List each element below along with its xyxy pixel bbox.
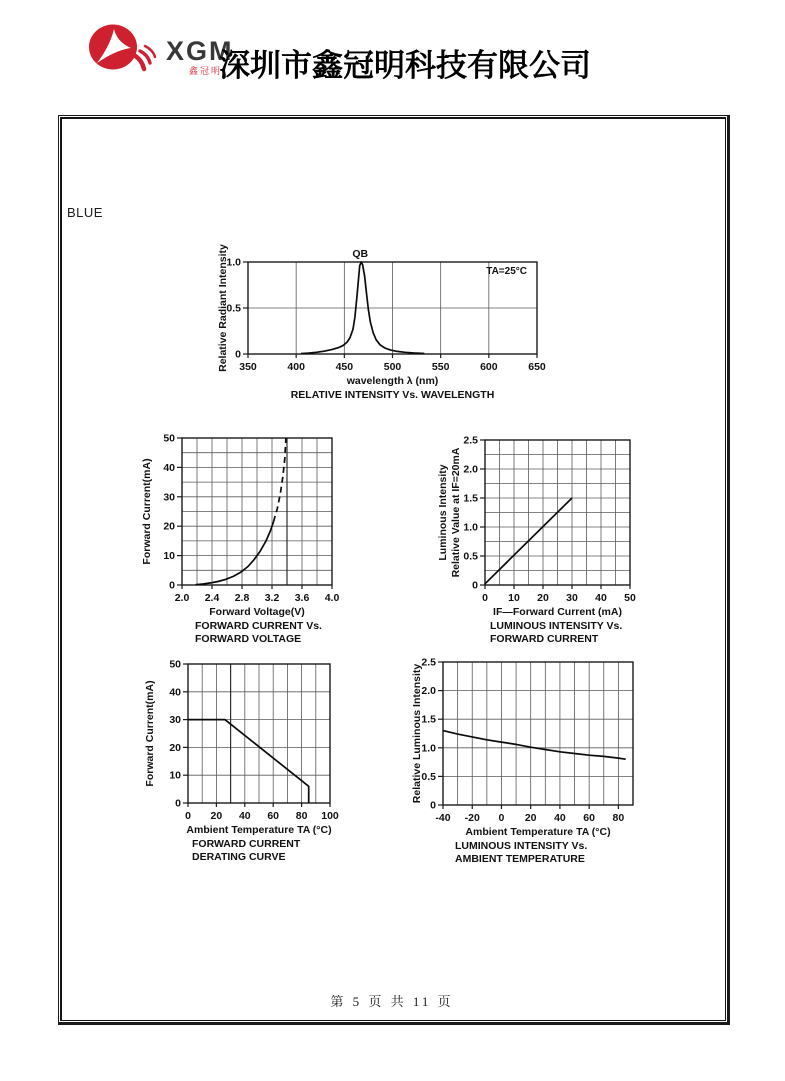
chart-title: FORWARD CURRENT [192, 838, 301, 850]
svg-text:100: 100 [321, 810, 339, 822]
y-axis-label: Luminous Intensity [437, 464, 449, 561]
svg-text:2.5: 2.5 [463, 434, 478, 447]
svg-text:0.5: 0.5 [463, 550, 478, 563]
svg-text:350: 350 [239, 361, 257, 373]
luminous-intensity-vs-forward-current-svg [420, 408, 706, 660]
iv-curve-solid-curve [196, 522, 274, 585]
chart-title: RELATIVE INTENSITY Vs. WAVELENGTH [290, 389, 495, 401]
svg-text:50: 50 [624, 592, 636, 604]
chart-title: DERATING CURVE [192, 851, 286, 863]
svg-text:40: 40 [595, 592, 607, 604]
svg-text:1.0: 1.0 [226, 256, 241, 269]
svg-text:-40: -40 [435, 812, 451, 824]
chart-title: FORWARD CURRENT Vs. [195, 620, 322, 632]
svg-text:2.0: 2.0 [463, 463, 478, 476]
x-axis-label: IF—Forward Current (mA) [493, 606, 622, 618]
derating-curve [188, 720, 309, 803]
svg-text:2.8: 2.8 [234, 592, 250, 604]
chart-title: LUMINOUS INTENSITY Vs. [455, 840, 588, 852]
svg-text:500: 500 [383, 361, 402, 373]
svg-text:60: 60 [583, 812, 595, 824]
logo-text: XGM [166, 36, 234, 66]
svg-text:20: 20 [210, 810, 223, 822]
svg-text:20: 20 [537, 592, 549, 604]
chart-forward-current-vs-forward-voltage [135, 408, 407, 659]
iv-curve-dashed-curve [274, 438, 286, 522]
chart-title: FORWARD VOLTAGE [195, 633, 302, 645]
x-axis-label: Forward Voltage(V) [209, 606, 305, 618]
svg-text:80: 80 [295, 810, 308, 822]
svg-text:40: 40 [163, 461, 175, 474]
svg-text:1.5: 1.5 [463, 492, 478, 505]
svg-text:0: 0 [235, 348, 241, 361]
relative-intensity-vs-wavelength-svg [180, 234, 560, 406]
svg-text:0: 0 [482, 592, 488, 604]
svg-text:60: 60 [267, 810, 280, 822]
svg-text:20: 20 [169, 741, 181, 754]
svg-text:2.0: 2.0 [174, 592, 190, 604]
svg-text:2.4: 2.4 [204, 592, 220, 604]
logo-subtext: 鑫冠明 [189, 66, 223, 76]
svg-text:20: 20 [524, 812, 537, 824]
svg-text:0: 0 [430, 799, 436, 812]
svg-text:3.2: 3.2 [264, 592, 280, 604]
svg-text:20: 20 [163, 520, 175, 533]
svg-text:2.5: 2.5 [421, 656, 436, 669]
svg-text:0.5: 0.5 [421, 770, 436, 783]
svg-text:80: 80 [612, 812, 625, 824]
svg-text:0: 0 [472, 579, 478, 592]
section-label: BLUE [67, 205, 103, 220]
svg-text:650: 650 [528, 361, 546, 373]
forward-current-vs-forward-voltage-svg [135, 408, 407, 654]
svg-text:40: 40 [554, 812, 566, 824]
chart-luminous-intensity-vs-forward-current [420, 408, 706, 665]
svg-text:0: 0 [498, 812, 505, 824]
svg-text:4.0: 4.0 [324, 592, 340, 604]
chart-title: FORWARD CURRENT [490, 633, 599, 645]
company-name: 深圳市鑫冠明科技有限公司 [219, 48, 591, 83]
svg-text:1.0: 1.0 [463, 521, 478, 534]
svg-text:40: 40 [169, 686, 181, 699]
svg-text:400: 400 [287, 361, 305, 373]
temperature-annotation: TA=25°C [486, 266, 527, 277]
chart-forward-current-derating-curve [135, 633, 411, 890]
page-number: 第 5 页 共 11 页 [330, 994, 454, 1009]
svg-text:0: 0 [169, 579, 175, 592]
y-axis-label: Forward Current(mA) [141, 458, 153, 565]
chart-luminous-intensity-vs-ambient-temperature [390, 631, 706, 892]
svg-text:-20: -20 [464, 812, 480, 824]
x-axis-label: Ambient Temperature TA (°C) [465, 826, 611, 838]
chart-title: AMBIENT TEMPERATURE [455, 853, 585, 865]
svg-text:0: 0 [185, 810, 191, 822]
svg-text:0: 0 [175, 797, 181, 810]
peak-label: QB [352, 248, 369, 260]
x-axis-label: wavelength λ (nm) [346, 375, 439, 387]
chart-relative-intensity-vs-wavelength [180, 234, 560, 411]
svg-text:40: 40 [238, 810, 251, 822]
y-axis-label: Relative Luminous Intensity [411, 663, 423, 804]
svg-text:450: 450 [335, 361, 354, 373]
svg-text:10: 10 [163, 550, 175, 563]
svg-text:550: 550 [431, 361, 450, 373]
svg-text:30: 30 [163, 491, 175, 504]
svg-text:10: 10 [169, 769, 181, 782]
y-axis-label: Relative Value at IF=20mA [450, 447, 462, 578]
svg-text:10: 10 [508, 592, 520, 604]
y-axis-label: Forward Current(mA) [144, 680, 156, 787]
svg-text:1.0: 1.0 [421, 742, 436, 755]
svg-text:50: 50 [163, 432, 175, 445]
forward-current-derating-curve-svg [135, 633, 411, 885]
svg-text:30: 30 [169, 714, 181, 727]
y-axis-label: Relative Radiant Intensity [217, 244, 229, 372]
x-axis-label: Ambient Temperature TA (°C) [186, 824, 332, 836]
svg-text:600: 600 [480, 361, 498, 373]
svg-text:50: 50 [169, 658, 181, 671]
svg-text:2.0: 2.0 [421, 685, 436, 698]
svg-text:1.5: 1.5 [421, 713, 436, 726]
company-logo-icon [84, 22, 164, 80]
luminous-intensity-vs-ambient-temperature-svg [390, 631, 706, 887]
svg-text:0.5: 0.5 [226, 302, 241, 315]
chart-title: LUMINOUS INTENSITY Vs. [490, 620, 623, 632]
svg-text:3.6: 3.6 [294, 592, 310, 604]
li-vs-ta-curve [443, 731, 626, 760]
svg-text:30: 30 [566, 592, 578, 604]
